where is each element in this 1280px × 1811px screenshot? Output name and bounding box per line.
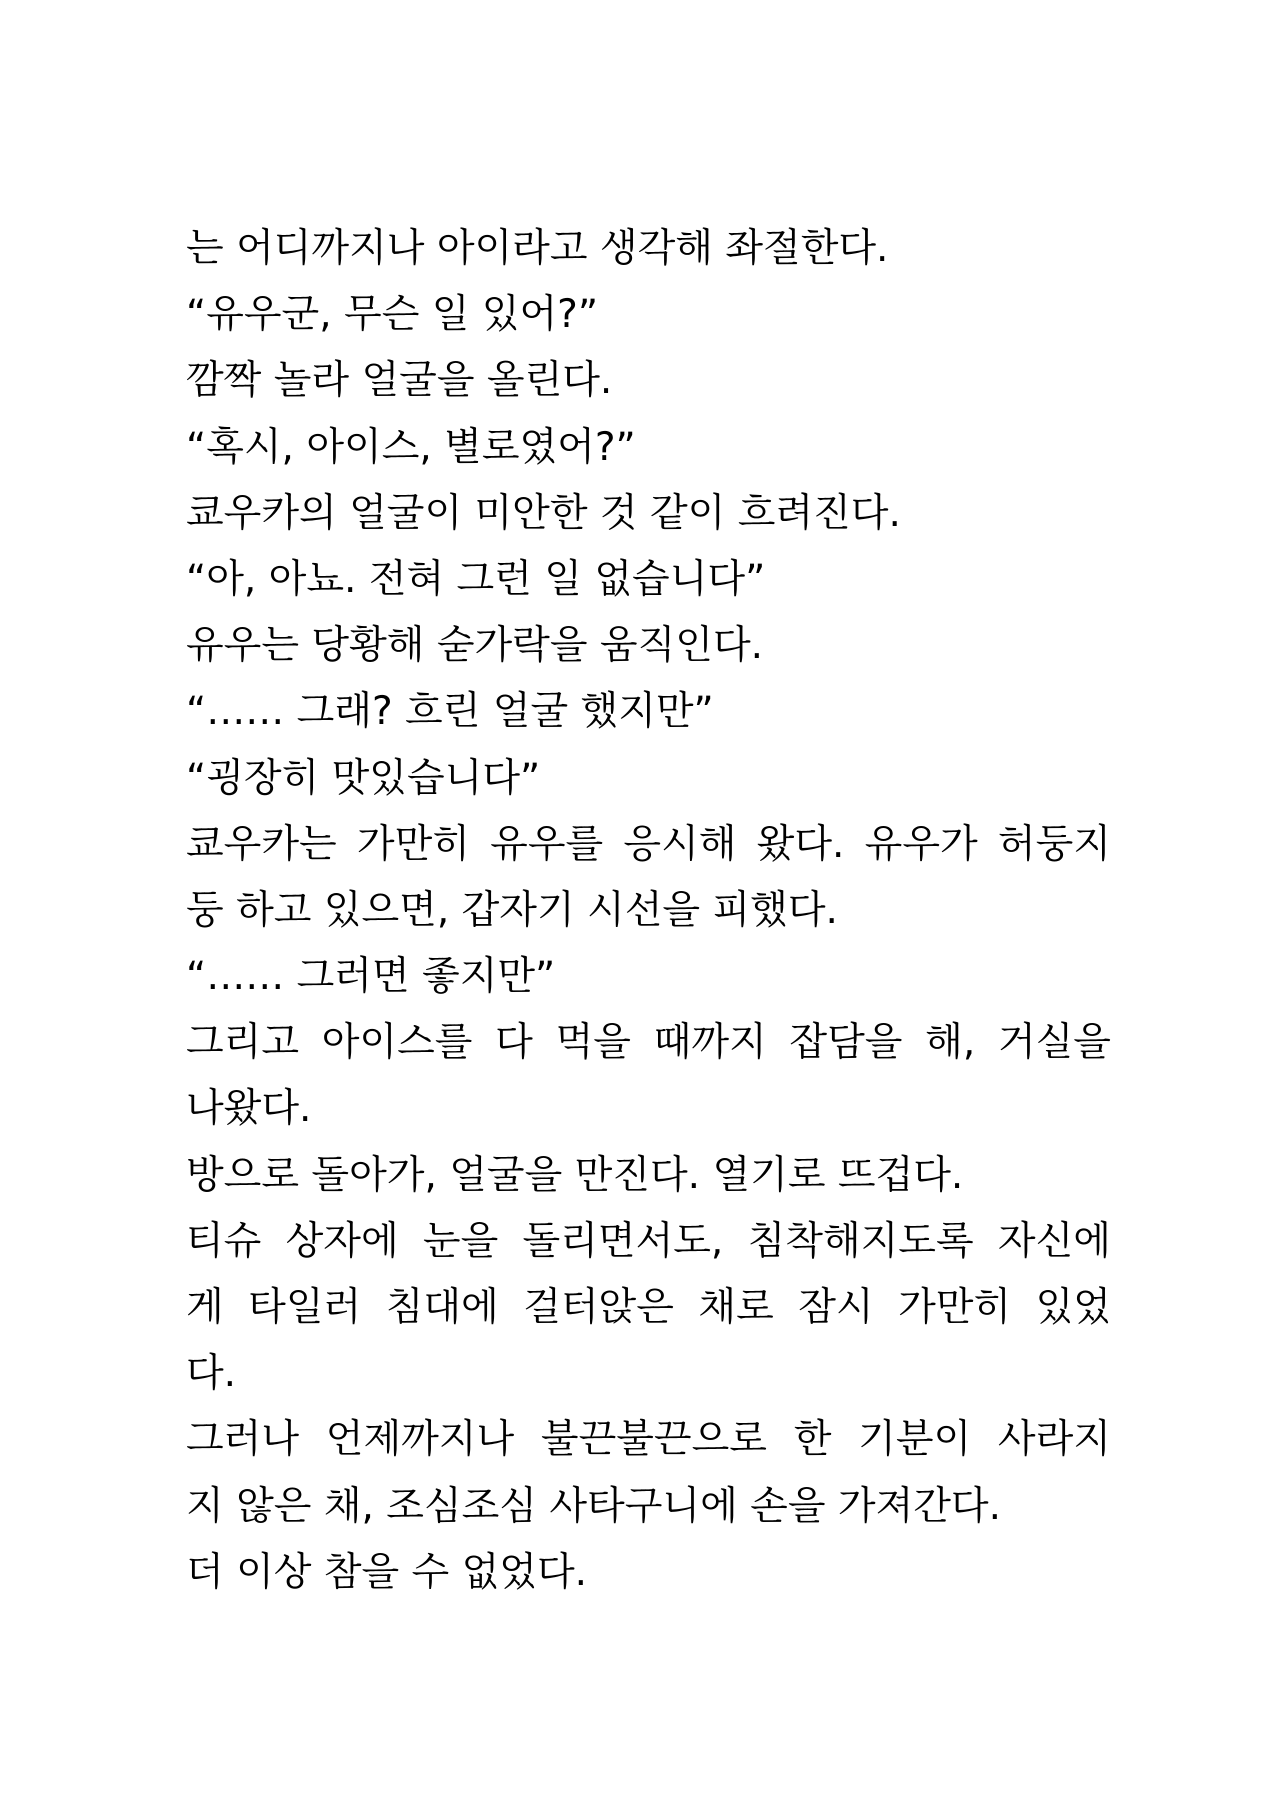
text-line: “굉장히 맛있습니다” xyxy=(186,755,541,801)
text-word: 자신에 xyxy=(997,1218,1111,1264)
text-word: 가만히 xyxy=(898,1285,1012,1330)
text-word: 거실을 xyxy=(997,1020,1111,1066)
text-word: 아이스를 xyxy=(321,1020,473,1066)
text-line xyxy=(186,1010,1111,1076)
text-word: 때까지 xyxy=(653,1020,767,1066)
text-word: 그러나 xyxy=(186,1417,300,1463)
text-word: 유우를 xyxy=(490,821,604,867)
text-word: 먹을 xyxy=(555,1020,631,1066)
text-word: 그리고 xyxy=(186,1020,300,1066)
text-word: 한 xyxy=(793,1417,832,1463)
text-word: 해, xyxy=(925,1020,976,1066)
text-line: “혹시, 아이스, 별로였어?” xyxy=(186,424,636,470)
text-word: 쿄우카는 xyxy=(186,821,337,867)
text-word: 유우가 xyxy=(864,821,978,867)
text-word: 불끈불끈으로 xyxy=(540,1417,767,1463)
text-word: 응시해 xyxy=(623,821,737,867)
text-word: 가만히 xyxy=(356,821,470,867)
text-word: 걸터앉은 xyxy=(523,1285,674,1330)
text-word: 채로 xyxy=(698,1285,774,1330)
text-word: 있었 xyxy=(1035,1285,1111,1330)
text-line: 유우는 당황해 숟가락을 움직인다. xyxy=(186,623,764,669)
text-word: 기분이 xyxy=(858,1417,972,1463)
text-line xyxy=(186,1209,1111,1275)
text-word: 돌리면서도, xyxy=(522,1218,724,1264)
text-word: 눈을 xyxy=(422,1218,499,1264)
text-word: 왔다. xyxy=(756,821,845,867)
text-line: 둥 하고 있으면, 갑자기 시선을 피했다. xyxy=(186,887,838,933)
text-word: 상자에 xyxy=(285,1218,399,1264)
text-line xyxy=(186,1275,1111,1341)
text-line: “아, 아뇨. 전혀 그런 일 없습니다” xyxy=(186,556,766,602)
text-line: “…… 그래? 흐린 얼굴 했지만” xyxy=(186,689,714,735)
text-line: 쿄우카의 얼굴이 미안한 것 같이 흐려진다. xyxy=(186,490,901,536)
text-line xyxy=(186,1407,1111,1473)
text-line: 다. xyxy=(186,1351,237,1397)
text-word: 게 xyxy=(186,1285,224,1330)
text-word: 타일러 xyxy=(248,1285,362,1330)
text-word: 침대에 xyxy=(385,1285,499,1330)
text-line: “…… 그러면 좋지만” xyxy=(186,954,556,1000)
text-line: 더 이상 참을 수 없었다. xyxy=(186,1549,588,1595)
text-word: 사라지 xyxy=(997,1417,1111,1463)
text-line: 깜짝 놀라 얼굴을 올린다. xyxy=(186,358,613,404)
text-word: 허둥지 xyxy=(997,821,1111,867)
text-line: “유우군, 무슨 일 있어?” xyxy=(186,292,599,338)
text-line: 방으로 돌아가, 얼굴을 만진다. 열기로 뜨겁다. xyxy=(186,1152,964,1198)
text-word: 티슈 xyxy=(186,1218,262,1264)
text-word: 잠시 xyxy=(798,1285,874,1330)
text-line: 지 않은 채, 조심조심 사타구니에 손을 가져간다. xyxy=(186,1483,1001,1529)
text-word: 다 xyxy=(495,1020,533,1066)
text-line: 는 어디까지나 아이라고 생각해 좌절한다. xyxy=(186,226,889,271)
body-text xyxy=(186,216,1111,1606)
text-word: 침착해지도록 xyxy=(747,1218,974,1264)
text-line: 나왔다. xyxy=(186,1086,312,1132)
text-word: 잡담을 xyxy=(789,1020,903,1066)
text-line xyxy=(186,812,1111,878)
text-word: 언제까지나 xyxy=(325,1417,515,1463)
